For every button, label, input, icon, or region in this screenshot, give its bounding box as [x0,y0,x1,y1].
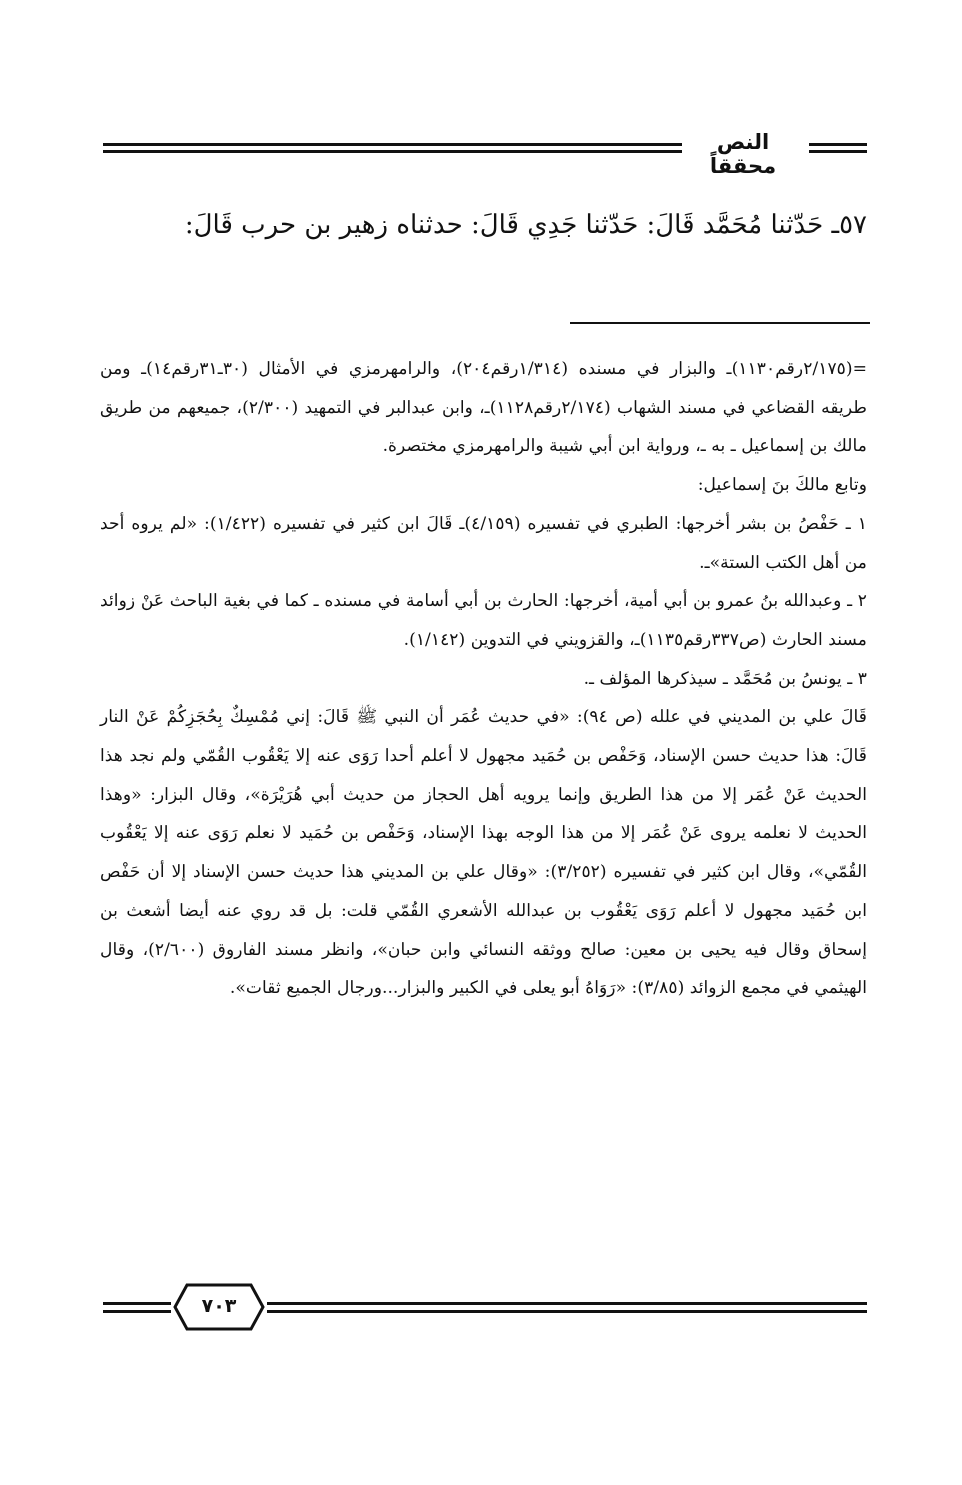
running-header [103,130,867,178]
page-number-frame [173,1283,265,1331]
footnote-list-item: ١ ـ حَفْصُ بن بشر أخرجها: الطبري في تفسيره (٤/١٥٩)ـ قَالَ ابن كثير في تفسيره (١/٤٢٢): «لم يروه أحد من أهل الكتب الستة»ـ. [100,513,867,573]
footer-rule-right [267,1302,867,1305]
page-number: ٧٠٣ [201,1295,237,1317]
footnote-paragraph: قَالَ علي بن المديني في علله (ص ٩٤): «في حديث عُمَر أن النبي ﷺ قَالَ: إني مُمْسِكٌ بِحُجَزِكُمْ عَنْ النار قَالَ: هذا حديث حسن الإسناد، وَحَفْص بن حُمَيد مجهول لا أعلم أحدا رَوَى عنه إلا يَعْقُوب القُمّي ولم نجد هذا الحديث عَنْ عُمَر إلا من هذا الطريق وإنما يرويه أهل الحجاز من حديث أبي هُرَيْرَة»، وقال البزار: «وهذا الحديث لا نعلمه يروى عَنْ عُمَر إلا من هذا الوجه بهذا الإسناد، وَحَفْص بن حُمَيد لا نعلم رَوَى عنه إلا يَعْقُوب القُمّي»، وقال ابن كثير في تفسيره (٣/٢٥٢): «وقال علي بن المديني هذا حديث حسن الإسناد إلا أن حَفْص ابن حُمَيد مجهول لا أعلم رَوَى يَعْقُوب بن عبدالله الأشعري القُمّي قلت: بل قد روي عنه أيضا أشعث بن إسحاق وقال فيه يحيى بن معين: صالح ووثقه النسائي وابن حبان»، وانظر مسند الفاروق (٢/٦٠٠)، وقال الهيثمي في مجمع الزوائد (٣/٨٥): «رَوَاهُ أبو يعلى في الكبير والبزار...ورجال الجميع ثقات». [100,707,867,999]
footnote-paragraph: =(٢/١٧٥رقم١١٣٠)ـ والبزار في مسنده (١/٣١٤رقم٢٠٤)، والرامهرمزي في الأمثال (٣٠ـ٣١رقم١٤)ـ ومن طريقه القضاعي في مسند الشهاب (٢/١٧٤رقم١١٢٨)ـ، وابن عبدالبر في التمهيد (٢/٣٠٠)، جميعهم من طريق مالك بن إسماعيل ـ به ـ، ورواية ابن أبي شيبة والرامهرمزي مختصرة. [100,359,868,457]
footnote-paragraph: وتابع مالكَ بنَ إسماعيل: [697,475,867,496]
header-rule-left [103,143,682,146]
header-title: النص محققاً [709,130,777,178]
header-rule-right [809,143,867,146]
footnote-list-item: ٣ ـ يونسُ بن مُحَمَّد ـ سيذكرها المؤلف ـ. [583,668,867,689]
footer-rule-left [103,1302,171,1305]
hadith-line: ٥٧ـ حَدّثنا مُحَمَّد قَالَ: حَدّثنا جَدِي قَالَ: حدثناه زهير بن حرب قَالَ: [184,210,867,240]
footnotes [100,350,867,1008]
footnote-separator [570,322,870,324]
footnote-list-item: ٢ ـ وعبدالله بنُ عمرو بن أبي أمية، أخرجها: الحارث بن أبي أسامة في مسنده ـ كما في بغية الباحث عَنْ زوائد مسند الحارث (ص٣٣٧رقم١١٣٥)ـ، والقزويني في التدوين (١/١٤٢). [100,591,867,650]
page-footer [103,1283,867,1343]
